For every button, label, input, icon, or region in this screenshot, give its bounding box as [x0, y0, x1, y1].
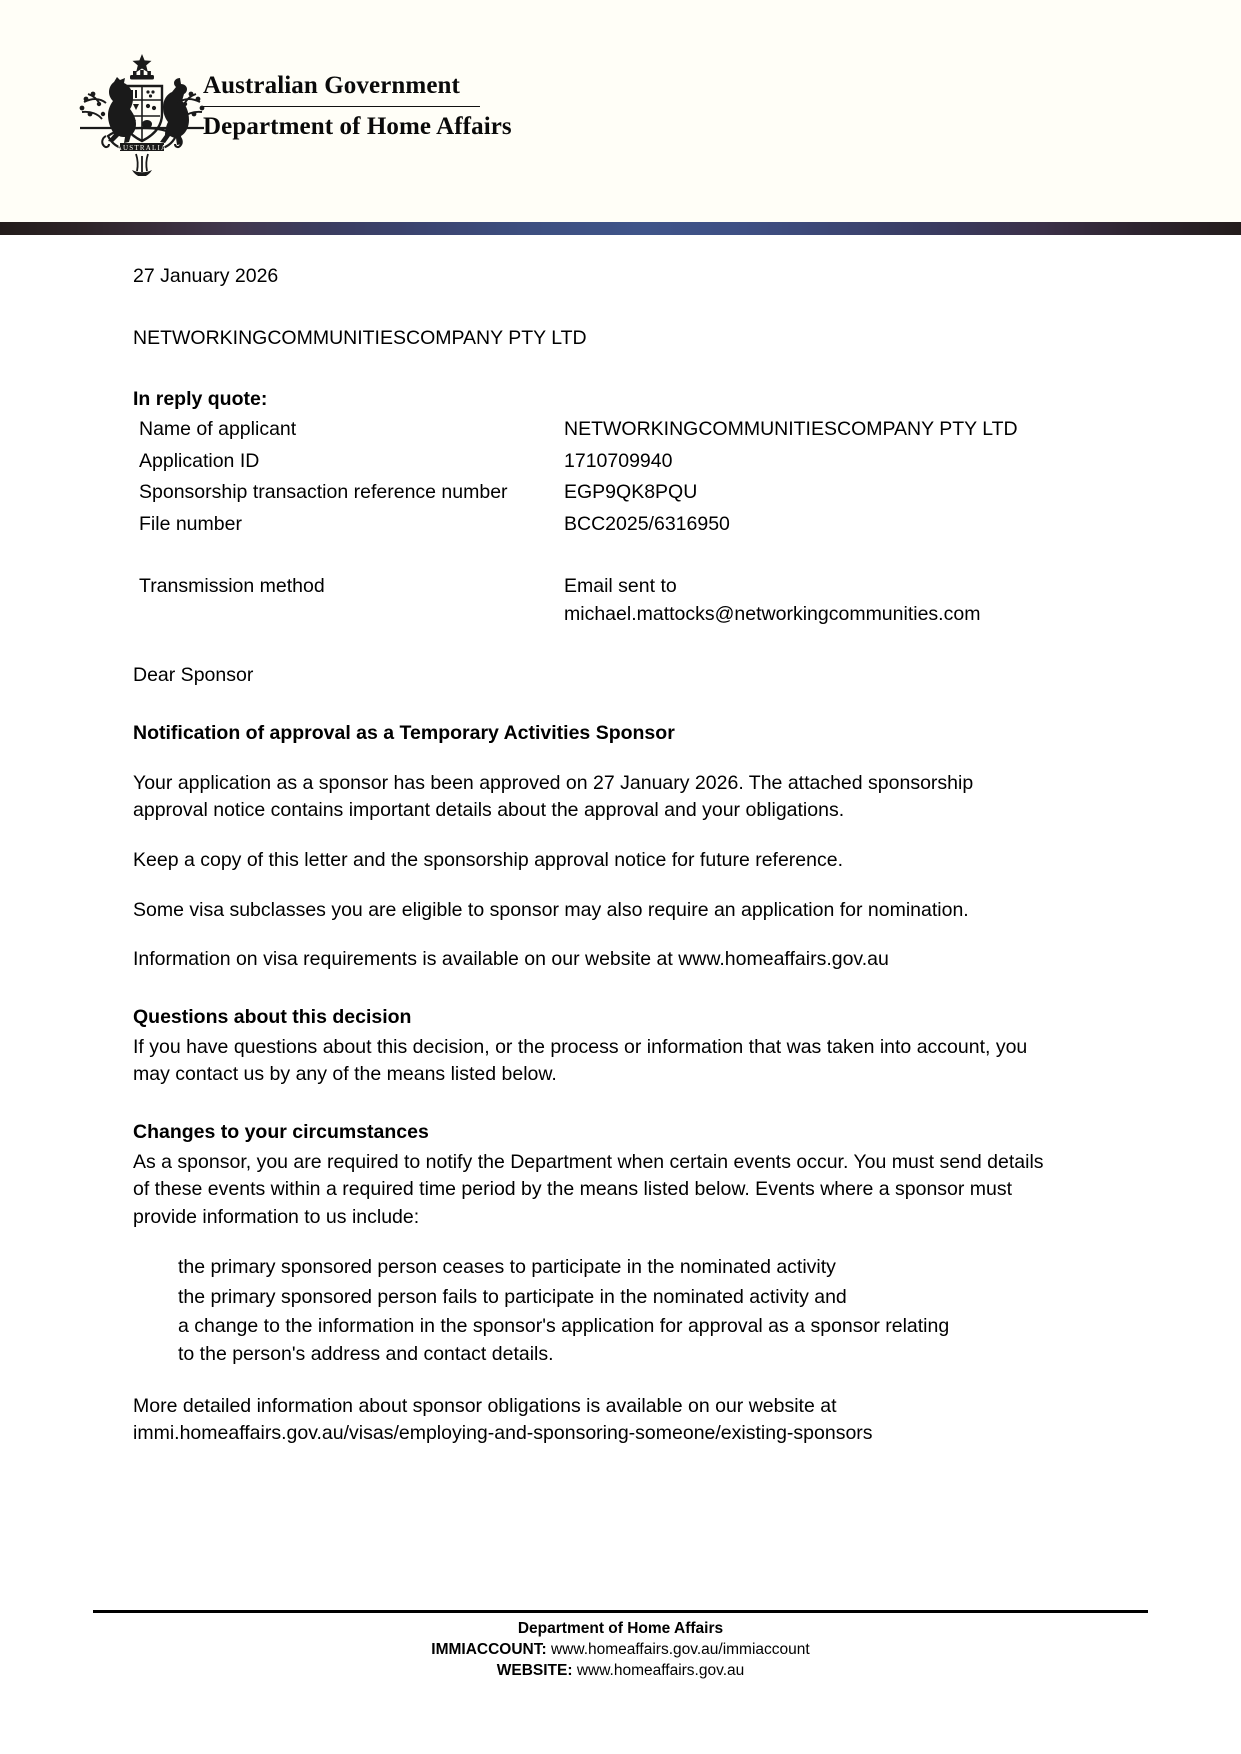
in-reply-quote-heading: In reply quote:: [133, 388, 268, 411]
commonwealth-coat-of-arms-icon: [62, 44, 222, 176]
header-gradient-banner: [0, 222, 1241, 235]
table-row: [133, 573, 1059, 632]
table-row: [133, 479, 1059, 511]
ref-value-file-number: BCC2025/6316950: [564, 513, 730, 536]
footer-website-label: WEBSITE:: [496, 1661, 573, 1679]
changes-paragraph: As a sponsor, you are required to notify the Department when certain events occur. You must send details of these events within a required time period by the means listed below. Events where a sponsor must provide information to us include:: [133, 1150, 1044, 1229]
subject-heading: Notification of approval as a Temporary Activities Sponsor: [133, 721, 675, 744]
ref-value-name-of-applicant: NETWORKINGCOMMUNITIESCOMPANY PTY LTD: [564, 418, 1018, 441]
table-row: [133, 511, 1059, 543]
ref-value-sponsorship-transaction-reference-number: EGP9QK8PQU: [564, 481, 698, 504]
list-item: the primary sponsored person fails to participate in the nominated activity and: [178, 1285, 847, 1308]
approval-date: 27 January 2026: [593, 771, 739, 794]
keep-copy-paragraph: Keep a copy of this letter and the sponsorship approval notice for future reference.: [133, 848, 844, 871]
addressee-name: NETWORKINGCOMMUNITIESCOMPANY PTY LTD: [133, 326, 587, 349]
table-row: [133, 416, 1059, 448]
notifiable-events-list: [133, 1254, 1053, 1371]
table-row: [133, 448, 1059, 480]
approval-text-prefix: Your application as a sponsor has been approved on: [133, 771, 594, 794]
questions-heading: Questions about this decision: [133, 1006, 412, 1028]
masthead: [203, 72, 512, 142]
footer-website-url: www.homeaffairs.gov.au: [576, 1661, 745, 1679]
masthead-divider: [203, 106, 480, 107]
list-item: a change to the information in the sponsor's application for approval as a sponsor relating to the person's address and contact details.: [178, 1315, 950, 1365]
visa-information-paragraph: Information on visa requirements is available on our website at www.homeaffairs.gov.au: [133, 948, 889, 971]
more-information-paragraph: More detailed information about sponsor obligations is available on our website at immi.homeaffairs.gov.au/visas/employing-and-sponsoring-someone/existing-sponsors: [133, 1394, 873, 1445]
visa-subclasses-paragraph: Some visa subclasses you are eligible to sponsor may also require an application for nomination.: [133, 898, 969, 921]
ref-label-sponsorship-transaction-reference-number: Sponsorship transaction reference number: [139, 481, 508, 504]
approval-text-suffix: . The attached sponsorship approval notice contains important details about the approval and your obligations.: [133, 771, 974, 822]
footer-immiaccount-label: IMMIACCOUNT:: [431, 1640, 547, 1658]
australian-government-text: Australian Government: [203, 72, 460, 99]
table-spacer-row: [133, 543, 1059, 573]
questions-paragraph: If you have questions about this decision, or the process or information that was taken into account, you may contact us by any of the means listed below.: [133, 1035, 1028, 1086]
ref-label-name-of-applicant: Name of applicant: [139, 418, 297, 441]
letter-body: [0, 235, 1241, 1448]
reference-details-table: [133, 416, 1059, 632]
footer-immiaccount-url: www.homeaffairs.gov.au/immiaccount: [550, 1640, 810, 1658]
salutation: Dear Sponsor: [133, 664, 254, 687]
svg-text:AUSTRALIA: AUSTRALIA: [116, 144, 168, 152]
letter-date: 27 January 2026: [133, 265, 279, 287]
footer-immiaccount-line: [0, 1640, 1241, 1661]
ref-value-application-id: 1710709940: [564, 449, 673, 472]
changes-heading: Changes to your circumstances: [133, 1121, 429, 1144]
footer-department-name: Department of Home Affairs: [517, 1620, 724, 1637]
approval-paragraph: [133, 770, 1053, 825]
letterhead: [0, 0, 1241, 222]
ref-label-file-number: File number: [139, 513, 242, 536]
ref-label-transmission-method: Transmission method: [139, 574, 325, 597]
list-item: the primary sponsored person ceases to participate in the nominated activity: [178, 1255, 836, 1278]
page-footer: [0, 1610, 1241, 1682]
department-name-text: Department of Home Affairs: [203, 112, 512, 140]
footer-website-line: [0, 1661, 1241, 1682]
ref-value-transmission-method: Email sent to michael.mattocks@networkingcommunities.com: [564, 574, 981, 625]
ref-label-application-id: Application ID: [139, 449, 260, 472]
